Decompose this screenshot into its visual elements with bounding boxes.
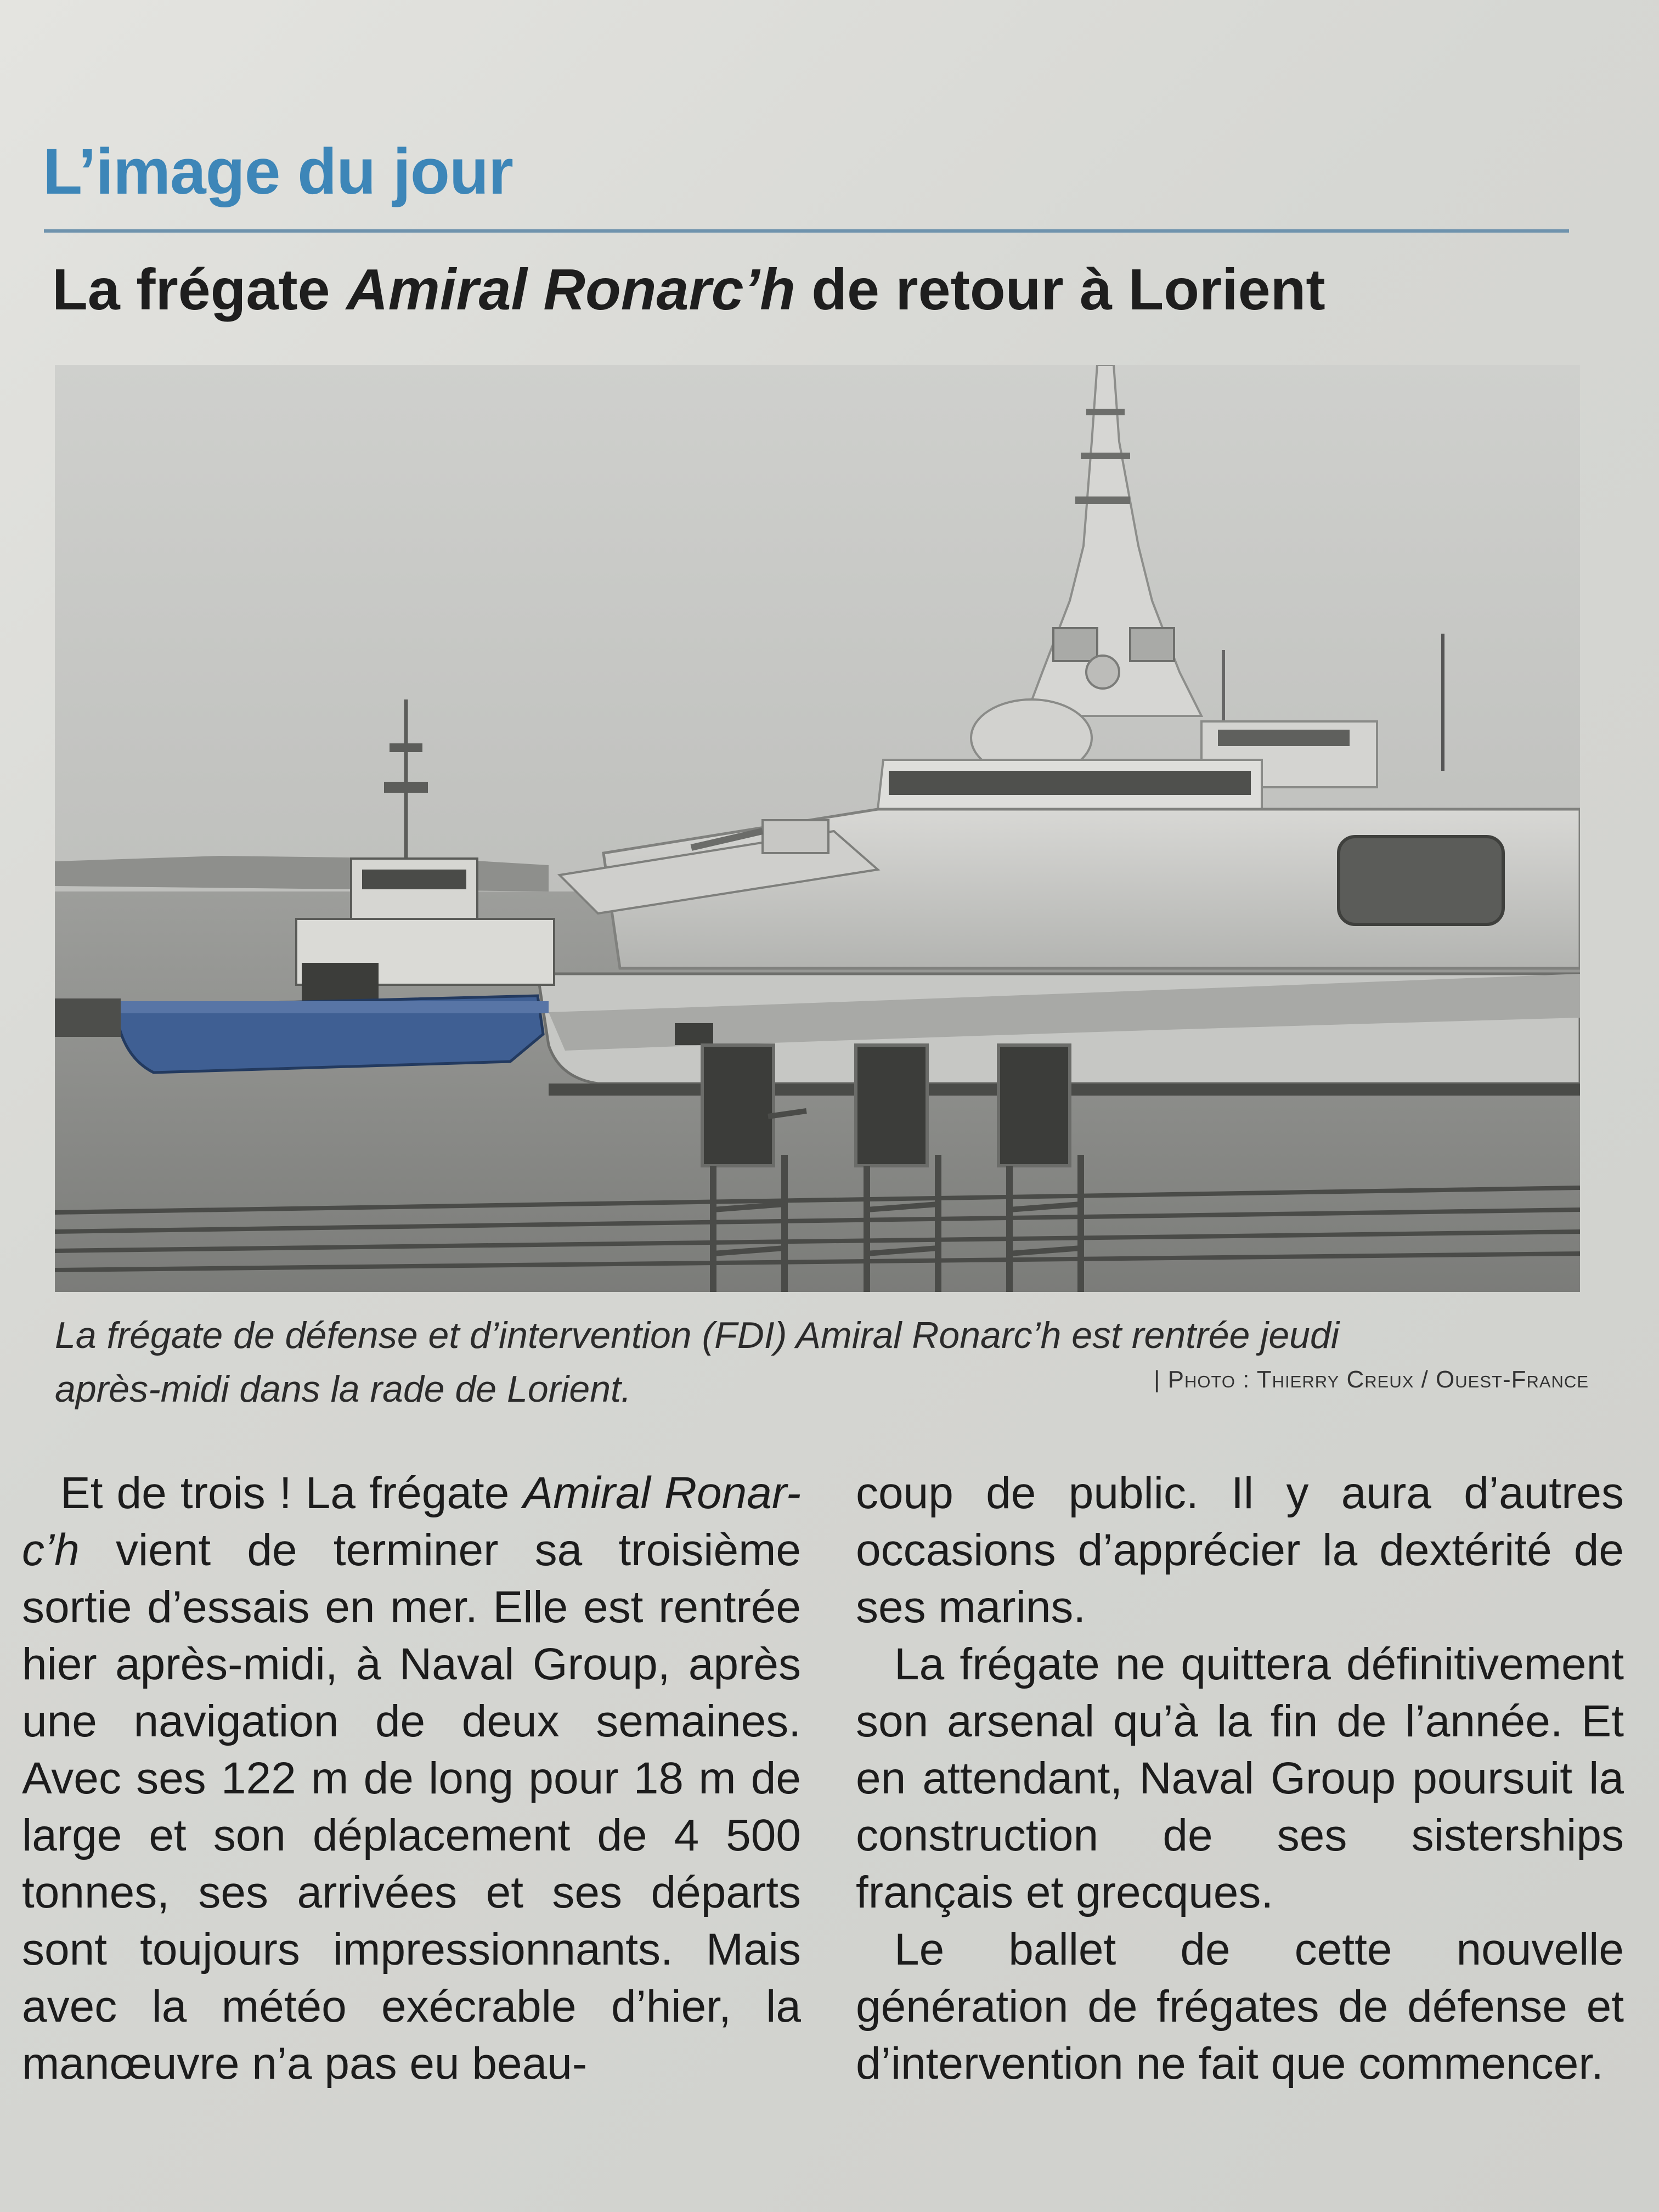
section-rubric: L’image du jour — [43, 136, 513, 208]
photo-caption — [55, 1308, 1580, 1416]
small-boat — [55, 998, 121, 1037]
caption-line-1: La frégate de défense et d’intervention (FDI) Amiral Ronarc’h est rentrée jeudi — [55, 1314, 1339, 1356]
article-column-right — [856, 1465, 1624, 2092]
headline-prefix: La frégate — [52, 257, 347, 322]
article-paragraph-2: La frégate ne quittera définitivement son arsenal qu’à la fin de l’année. Et en attendant, Naval Group poursuit la construction de ses sisterships français et grecques. — [856, 1639, 1624, 1917]
caption-line-2: après-midi dans la rade de Lorient. — [55, 1368, 631, 1410]
paragraph-1-start: Et de trois ! La frégate — [60, 1468, 523, 1518]
paragraph-1-rest: vient de terminer sa troisième sortie d’essais en mer. Elle est rentrée hier après-midi, à Naval Group, après une navigation de deux semaines. Avec ses 122 m de long pour 18 m de large et son déplacement de 4 500 tonnes, ses arrivées et ses départs sont toujours impressionnants. Mais avec la météo exécrable d’hier, la manœuvre n’a pas eu beau- — [22, 1525, 801, 2089]
headline-ship-name: Amiral Ronarc’h — [346, 257, 795, 322]
article-headline — [52, 257, 1325, 323]
headline-suffix: de retour à Lorient — [795, 257, 1325, 322]
rubric-divider — [44, 229, 1569, 233]
article-column-left — [22, 1465, 801, 2092]
article-paragraph-3: Le ballet de cette nouvelle génération de frégates de défense et d’intervention ne fait que commencer. — [856, 1925, 1624, 2089]
photo-illustration — [55, 365, 1580, 1292]
article-paragraph-1 — [22, 1465, 801, 2092]
photo-credit: | Photo : Thierry Creux / Ouest-France — [1153, 1366, 1589, 1393]
news-photo-frigate — [55, 365, 1580, 1292]
paragraph-1-ship-name: Amiral Ronar-c’h — [22, 1468, 802, 1575]
article-paragraph-continued: coup de public. Il y aura d’autres occasions d’apprécier la dextérité de ses marins. — [856, 1468, 1624, 1632]
